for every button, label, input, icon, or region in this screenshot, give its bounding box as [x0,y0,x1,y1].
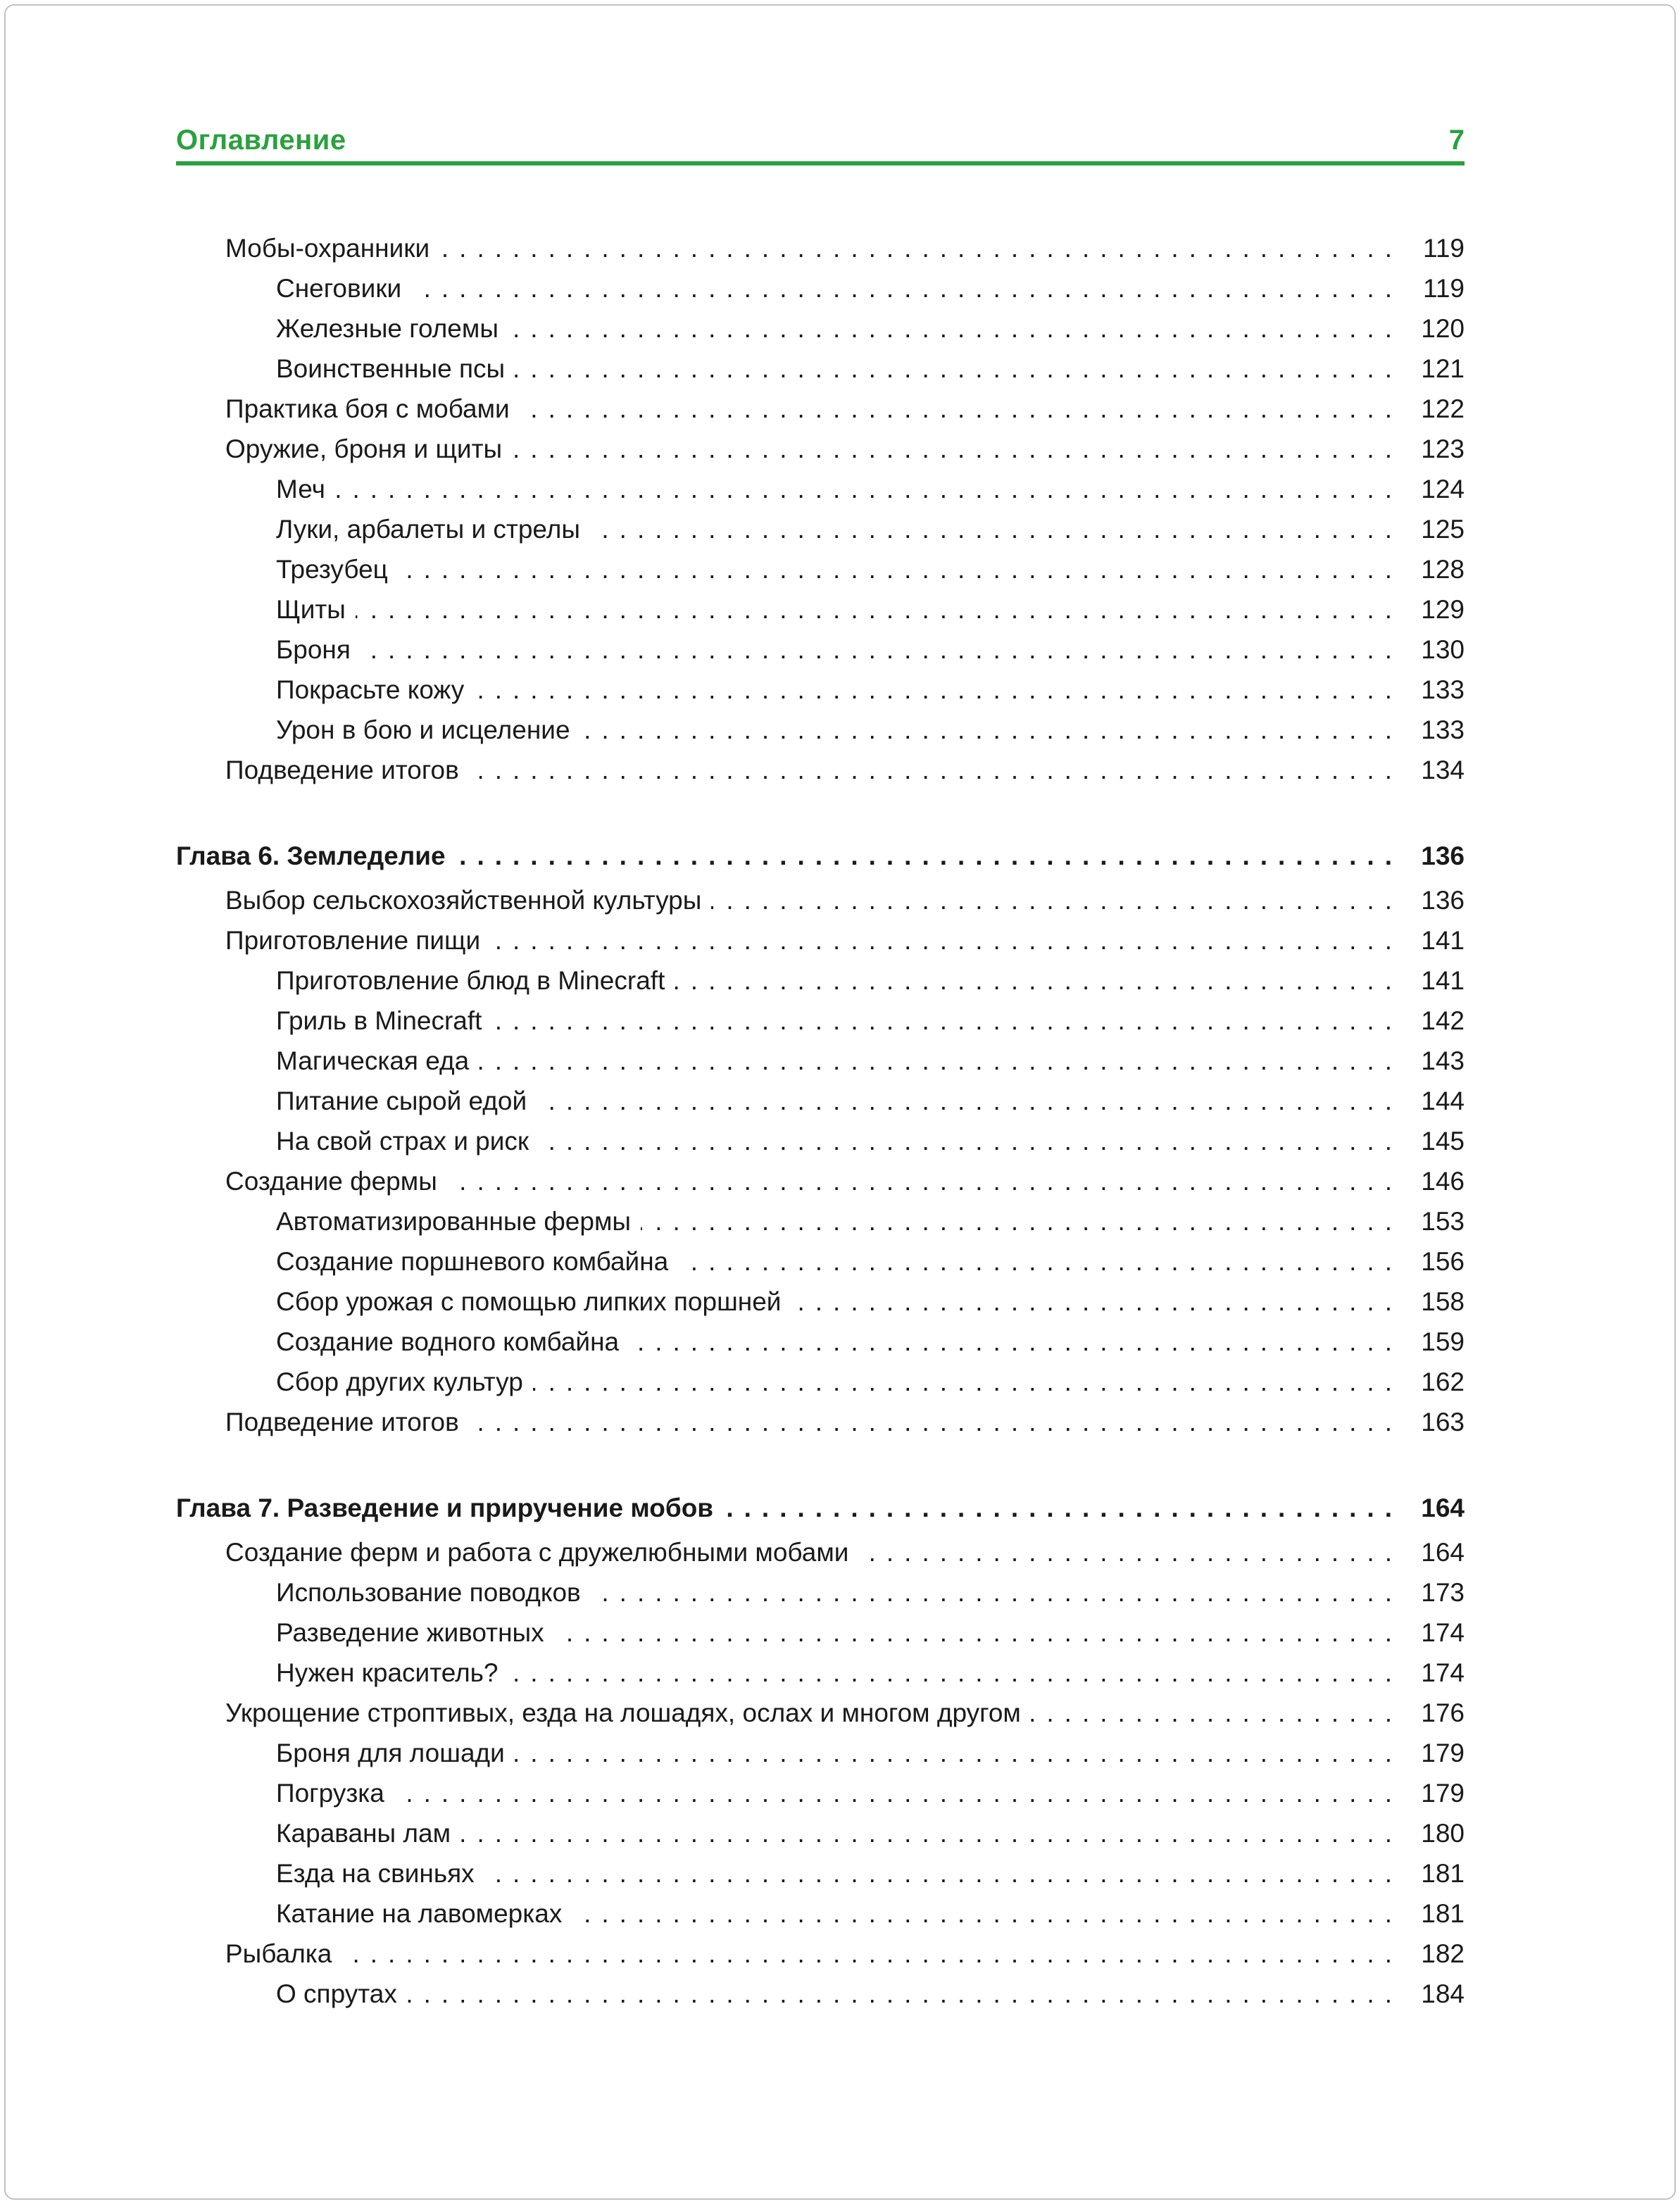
toc-section [176,836,1465,1442]
toc-entry-label: Разведение животных [276,1618,544,1647]
toc-entry [176,349,1465,389]
toc-entry-label: Автоматизированные фермы [276,1207,631,1236]
dot-leader [554,1613,1403,1653]
toc-entry-label: Использование поводков [276,1578,581,1607]
toc-entry-label: Щиты [276,595,346,624]
dot-leader [508,1653,1403,1693]
toc-entry-page: 176 [1421,1698,1465,1727]
toc-chapter-entry-label: Глава 6. Земледелие [176,841,446,870]
toc-entry-label: Нужен краситель? [276,1658,499,1687]
dot-leader [1031,1693,1403,1733]
toc-entry-label: Мобы-охранники [225,234,430,263]
toc-entry [176,1934,1465,1974]
toc-entry [176,1081,1465,1121]
dot-leader [533,1362,1403,1402]
toc-entry-page: 162 [1421,1367,1465,1396]
dot-leader [356,589,1403,630]
dot-leader [469,1402,1403,1442]
toc-entry [176,1041,1465,1081]
toc-entry-page: 163 [1421,1408,1465,1436]
toc-entry [176,1282,1465,1322]
toc-entry-page: 133 [1421,715,1465,744]
toc-chapter-entry [176,1488,1465,1528]
toc-entry-page: 143 [1421,1046,1465,1075]
toc-entry-label: Подведение итогов [225,1408,459,1436]
toc-entry [176,1001,1465,1041]
toc-entry-page: 122 [1421,394,1465,423]
dot-leader [479,1041,1403,1081]
toc-entry-page: 179 [1421,1739,1465,1767]
toc-entry-label: Создание поршневого комбайна [276,1247,669,1276]
toc-entry [176,1161,1465,1201]
toc-entry-label: Оружие, броня и щиты [225,434,503,463]
toc-entry-label: Езда на свиньях [276,1859,475,1888]
toc-entry-label: Выбор сельскохозяйственной культуры [225,886,702,915]
toc-entry [176,228,1465,268]
toc-entry-page: 174 [1421,1618,1465,1647]
dot-leader [629,1322,1403,1362]
dot-leader [398,549,1403,589]
toc-entry-page: 120 [1421,314,1465,343]
dot-leader [711,880,1403,920]
toc-entry-label: Железные големы [276,314,499,343]
toc-entry-label: Создание фермы [225,1167,437,1196]
toc-entry-page: 136 [1421,886,1465,915]
toc-entry-label: Трезубец [276,555,388,584]
toc-entry-label: Приготовление пищи [225,926,481,955]
toc-entry [176,1613,1465,1653]
dot-leader [474,670,1403,710]
toc-entry [176,630,1465,670]
dot-leader [484,1853,1403,1893]
toc-entry [176,1402,1465,1442]
dot-leader [456,836,1403,876]
toc-chapter-entry-page: 164 [1421,1494,1465,1522]
toc-entry-label: Караваны лам [276,1819,451,1848]
toc-entry [176,1853,1465,1893]
dot-leader [469,750,1403,790]
header-line [176,124,1465,156]
dot-leader [407,1974,1403,2014]
toc-entry [176,960,1465,1001]
toc-entry-page: 174 [1421,1658,1465,1687]
toc-entry-label: Покрасьте кожу [276,675,465,704]
toc-entry-page: 125 [1421,515,1465,544]
dot-leader [439,228,1403,268]
toc-entry [176,589,1465,630]
toc-entry-label: Сбор урожая с помощью липких поршней [276,1287,782,1316]
toc-entry-page: 145 [1421,1127,1465,1156]
dot-leader [678,1241,1403,1282]
toc-entry-page: 133 [1421,675,1465,704]
toc-entry-page: 153 [1421,1207,1465,1236]
dot-leader [572,1893,1403,1934]
toc-section [176,1488,1465,2014]
toc-entry [176,1201,1465,1241]
toc-entry-page: 173 [1421,1578,1465,1607]
dot-leader [361,630,1403,670]
toc-entry-page: 119 [1423,274,1465,303]
toc-entry [176,1773,1465,1813]
dot-leader [490,920,1403,960]
toc-entry [176,308,1465,349]
dot-leader [858,1532,1403,1572]
toc-entry-page: 184 [1421,1979,1465,2008]
toc-entry [176,469,1465,509]
dot-leader [641,1201,1403,1241]
toc-entry-page: 130 [1421,635,1465,664]
toc-entry-label: Погрузка [276,1779,384,1808]
header-rule [176,161,1465,165]
table-of-contents [176,228,1465,2014]
toc-entry-page: 146 [1421,1167,1465,1196]
toc-entry-page: 179 [1421,1779,1465,1808]
toc-entry-page: 181 [1421,1899,1465,1928]
toc-entry [176,710,1465,750]
toc-entry-label: Меч [276,475,325,503]
toc-entry-label: Создание водного комбайна [276,1327,620,1356]
toc-entry-page: 156 [1421,1247,1465,1276]
toc-entry-label: Воинственные псы [276,354,506,383]
dot-leader [591,1572,1403,1613]
toc-entry [176,509,1465,549]
toc-entry [176,268,1465,308]
dot-leader [520,389,1403,429]
toc-entry [176,1813,1465,1853]
toc-entry-page: 158 [1421,1287,1465,1316]
toc-entry [176,1532,1465,1572]
dot-leader [512,429,1403,469]
toc-entry-page: 141 [1421,926,1465,955]
toc-entry-label: Урон в бою и исцеление [276,715,570,744]
toc-entry [176,1572,1465,1613]
toc-entry-label: Создание ферм и работа с дружелюбными мобами [225,1538,849,1567]
toc-entry-label: Снеговики [276,274,402,303]
dot-leader [791,1282,1403,1322]
toc-entry-label: Практика боя с мобами [225,394,510,423]
toc-entry-page: 123 [1421,434,1465,463]
toc-entry [176,1653,1465,1693]
toc-entry [176,920,1465,960]
toc-entry-page: 129 [1421,595,1465,624]
toc-entry [176,1893,1465,1934]
toc-entry [176,1733,1465,1773]
toc-entry [176,1362,1465,1402]
toc-entry-page: 142 [1421,1006,1465,1035]
page-number: 7 [1448,125,1465,156]
toc-entry [176,1241,1465,1282]
dot-leader [675,960,1403,1001]
toc-entry-page: 159 [1421,1327,1465,1356]
toc-section [176,228,1465,790]
dot-leader [515,349,1403,389]
toc-entry [176,670,1465,710]
dot-leader [723,1488,1403,1528]
toc-entry-page: 121 [1421,354,1465,383]
toc-entry-label: Приготовление блюд в Minecraft [276,966,665,995]
dot-leader [537,1081,1403,1121]
toc-chapter-entry-page: 136 [1421,841,1465,870]
toc-entry-label: На свой страх и риск [276,1127,529,1156]
toc-entry-page: 164 [1421,1538,1465,1567]
toc-entry-page: 144 [1421,1087,1465,1115]
dot-leader [515,1733,1403,1773]
toc-entry-label: Подведение итогов [225,756,459,784]
toc-entry [176,1974,1465,2014]
toc-entry-label: Броня для лошади [276,1739,505,1767]
toc-entry [176,1322,1465,1362]
dot-leader [491,1001,1403,1041]
toc-entry-label: Гриль в Minecraft [276,1006,482,1035]
toc-entry-page: 181 [1421,1859,1465,1888]
toc-entry-label: Броня [276,635,351,664]
dot-leader [508,308,1403,349]
dot-leader [394,1773,1403,1813]
toc-entry-label: Питание сырой едой [276,1087,527,1115]
toc-entry [176,1121,1465,1161]
dot-leader [580,710,1403,750]
toc-entry-page: 182 [1421,1939,1465,1968]
dot-leader [590,509,1403,549]
toc-entry-page: 134 [1421,756,1465,784]
dot-leader [539,1121,1403,1161]
toc-entry [176,389,1465,429]
toc-entry-page: 180 [1421,1819,1465,1848]
toc-entry-label: Луки, арбалеты и стрелы [276,515,580,544]
toc-entry [176,1693,1465,1733]
toc-entry-page: 119 [1423,234,1465,263]
toc-chapter-entry [176,836,1465,876]
toc-chapter-entry-label: Глава 7. Разведение и приручение мобов [176,1494,714,1522]
toc-entry-page: 128 [1421,555,1465,584]
toc-entry-label: О спрутах [276,1979,397,2008]
dot-leader [341,1934,1403,1974]
dot-leader [335,469,1403,509]
page-header [176,124,1465,165]
toc-entry-label: Катание на лавомерках [276,1899,563,1928]
toc-entry-page: 124 [1421,475,1465,503]
toc-entry-label: Укрощение строптивых, езда на лошадях, ослах и многом другом [225,1698,1021,1727]
toc-entry-label: Рыбалка [225,1939,332,1968]
page-title: Оглавление [176,125,346,156]
toc-entry [176,880,1465,920]
toc-entry [176,429,1465,469]
dot-leader [460,1813,1403,1853]
toc-entry-label: Сбор других культур [276,1367,523,1396]
toc-entry [176,750,1465,790]
toc-entry-page: 141 [1421,966,1465,995]
toc-entry [176,549,1465,589]
dot-leader [447,1161,1403,1201]
dot-leader [411,268,1403,308]
toc-entry-label: Магическая еда [276,1046,470,1075]
